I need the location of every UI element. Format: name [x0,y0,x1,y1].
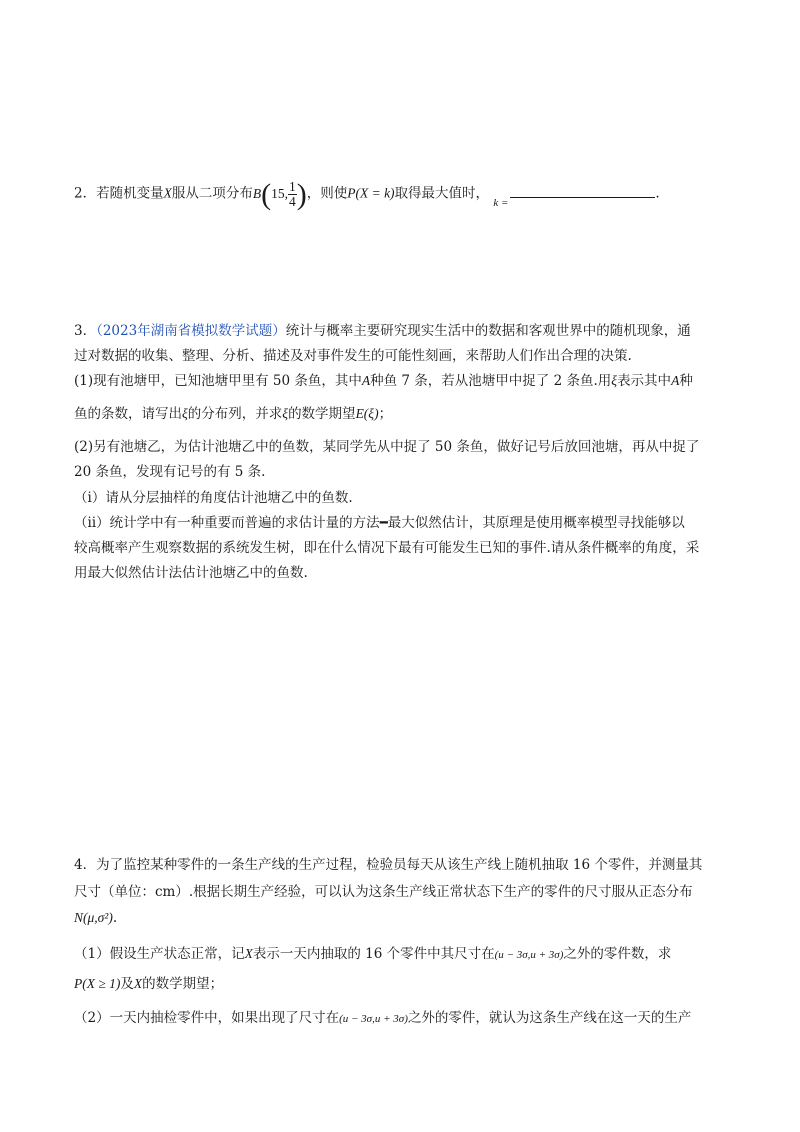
question-3-sub-ii-line-1: （ⅱ）统计学中有一种重要而普遍的求估计量的方法━最大似然估计，其原理是使用概率模型寻找能够以 [74,515,685,531]
interval-expression: (u − 3σ,u + 3σ) [339,1013,408,1025]
interval-expression: (u − 3σ,u + 3σ) [494,949,564,961]
question-3-part-1-line-1: (1)现有池塘甲，已知池塘甲里有 50 条鱼，其中A种鱼 7 条，若从池塘甲中捉了 2 条鱼.用ξ表示其中A种 [74,373,693,389]
question-4-part-2-line-1: （2）一天内抽检零件中，如果出现了尺寸在(u − 3σ,u + 3σ)之外的零件，就认为这条生产线在这一天的生产 [74,1010,692,1026]
question-number: 2． [74,185,97,202]
normal-distribution-expression: N(μ,σ²) [74,910,113,925]
question-4-part-1-line-1: （1）假设生产状态正常，记X表示一天内抽取的 16 个零件中其尺寸在(u − 3σ,u + 3σ)之外的零件数，求 [74,946,672,962]
probability-expression: P(X = k) [347,185,395,201]
fraction: $\frac{1}{4}$ [288,179,296,209]
question-source: （2023年湖南省模拟数学试题） [96,323,286,339]
question-3-sub-ii-line-3: 用最大似然估计法估计池塘乙中的鱼数. [74,565,308,581]
question-3-part-1-line-2: 鱼的条数，请写出ξ的分布列，并求ξ的数学期望E(ξ)； [74,406,393,422]
answer-label: k = [493,196,509,209]
answer-blank[interactable] [510,185,655,198]
question-3-part-2-line-1: (2)另有池塘乙，为估计池塘乙中的鱼数，某同学先从中捉了 50 条鱼，做好记号后放回池塘，再从中捉了 [74,439,700,455]
probability-expression: P(X ≥ 1) [74,976,121,991]
binomial-expression: B(15, $\frac{1}{4}$ ) [252,177,307,211]
question-3-part-2-line-2: 20 条鱼，发现有记号的有 5 条. [74,464,266,480]
question-3-line-1: 3．（2023年湖南省模拟数学试题）统计与概率主要研究现实生活中的数据和客观世界中的随机现象，通 [74,323,691,339]
question-number: 4． [74,857,97,873]
expectation-expression: E(ξ) [355,406,379,421]
question-2: 2．若随机变量X服从二项分布B(15, $\frac{1}{4}$ )，则使P(X = k)取得最大值时， $_{k =}$. [74,177,660,211]
question-3-line-2: 过对数据的收集、整理、分析、描述及对事件发生的可能性刻画，来帮助人们作出合理的决策. [74,348,632,364]
question-4-part-1-line-2: P(X ≥ 1)及X的数学期望； [74,976,224,992]
question-3-sub-ii-line-2: 较高概率产生观察数据的系统发生树，即在什么情况下最有可能发生已知的事件.请从条件概率的角度，采 [74,540,700,556]
question-number: 3． [74,323,97,339]
question-4-line-2: 尺寸（单位：cm）.根据长期生产经验，可以认为这条生产线正常状态下生产的零件的尺寸服从正态分布 [74,884,693,900]
question-3-sub-i: （ⅰ）请从分层抽样的角度估计池塘乙中的鱼数. [74,490,353,506]
question-4-line-3: N(μ,σ²). [74,910,118,926]
question-4-line-1: 4．为了监控某种零件的一条生产线的生产过程，检验员每天从该生产线上随机抽取 16 个零件，并测量其 [74,857,703,873]
